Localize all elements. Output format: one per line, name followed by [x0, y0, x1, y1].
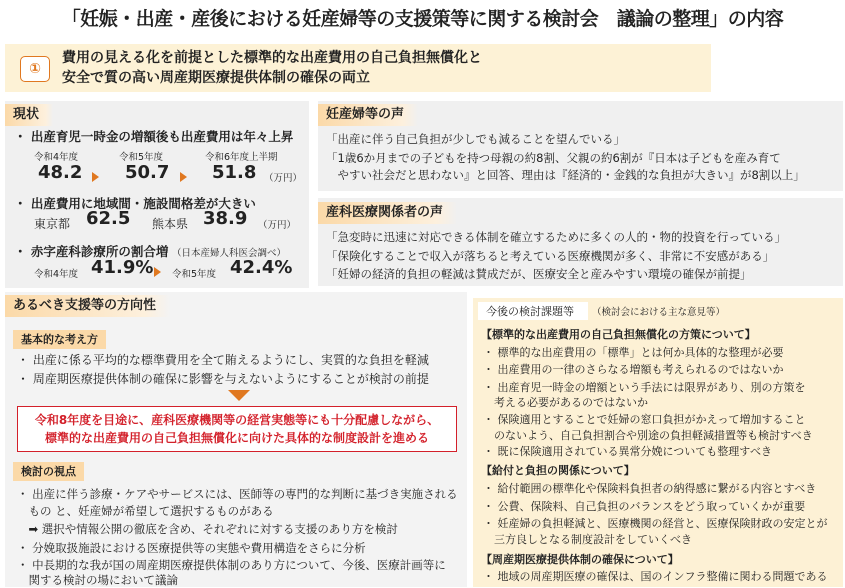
kumamoto-value: 38.9: [203, 208, 248, 229]
future-section-1-heading: 【標準的な出産費用の自己負担無償化の方策について】: [481, 328, 756, 341]
trend-arrow-icon: [92, 172, 99, 182]
future-section-3-line: ・ 地域の周産期医療の確保は、国のインフラ整備に関わる問題である: [483, 570, 828, 583]
tokyo-value: 62.5: [86, 208, 131, 229]
mothers-voice-tab: 妊産婦等の声: [318, 104, 418, 126]
review-perspective-line: ➡ 選択や情報公開の徹底を含め、それぞれに対する支援のあり方を検討: [17, 522, 398, 536]
fy2024h1-cost-value: 51.8: [212, 162, 257, 183]
future-section-1-line: ・ 標準的な出産費用の「標準」とは何か具体的な整理が必要: [483, 346, 784, 359]
theme-line-1: 費用の見える化を前提とした標準的な出産費用の自己負担無償化と: [62, 50, 482, 66]
review-perspective-tab: 検討の視点: [13, 462, 84, 481]
current-item-1-heading: ・ 出産育児一時金の増額後も出産費用は年々上昇: [14, 129, 294, 144]
mothers-voice-line: 「1歳6か月までの子どもを持つ母親の約8割、父親の約6割が『日本は子どもを産み育て: [326, 151, 781, 165]
fy2022-label: 令和4年度: [34, 269, 79, 280]
source-note: （日本産婦人科医会調べ）: [172, 248, 287, 259]
unit-label: （万円）: [264, 173, 303, 184]
mothers-voice-line: 「出産に伴う自己負担が少しでも減ることを望んでいる」: [326, 132, 625, 146]
future-section-2-line: ・ 公費、保険料、自己負担のバランスをどう取っていくかが重要: [483, 500, 806, 513]
providers-voice-line: 「妊婦の経済的負担の軽減は賛成だが、医療安全と産みやすい環境の確保が前提」: [326, 267, 752, 281]
future-section-1-line: ・ 保険適用とすることで妊婦の窓口負担がかえって増加すること: [483, 413, 806, 426]
key-policy-line-2: 標準的な出産費用の自己負担無償化に向けた具体的な制度設計を進める: [44, 431, 429, 445]
deficit-ratio-2023: 42.4%: [230, 257, 293, 278]
trend-arrow-icon: [154, 267, 161, 277]
fy2022-label: 令和4年度: [34, 152, 79, 163]
down-arrow-icon: [228, 390, 250, 401]
future-section-2-line: ・ 妊産婦の負担軽減と、医療機関の経営と、医療保険財政の安定とが: [483, 517, 828, 530]
fy2023-label: 令和5年度: [119, 152, 164, 163]
tokyo-label: 東京都: [34, 217, 71, 231]
page-title: 「妊娠・出産・産後における妊産婦等の支援策等に関する検討会 議論の整理」の内容: [61, 8, 784, 30]
review-perspective-line: ・ 中長期的な我が国の周産期医療提供体制のあり方について、今後、医療計画等に: [17, 558, 446, 572]
future-section-1-line: ・ 出産費用の一律のさらなる増額も考えられるのではないか: [483, 363, 784, 376]
kumamoto-label: 熊本県: [152, 217, 189, 231]
future-section-1-line: ・ 出産育児一時金の増額という手法には限界があり、別の方策を: [483, 381, 806, 394]
future-section-1-line: ・ 既に保険適用されている異常分娩についても整理すべき: [483, 445, 773, 458]
mothers-voice-line: やすい社会だと思わない』と回答、理由は『経済的・金銭的な負担が大きい』が8割以上」: [326, 168, 805, 182]
current-item-2-heading: ・ 出産費用に地域間・施設間格差が大きい: [14, 196, 256, 211]
review-perspective-line: もの と、妊産婦が希望して選択するものがある: [17, 504, 274, 518]
basic-approach-line: ・ 出産に係る平均的な標準費用を全て賄えるようにし、実質的な負担を軽減: [17, 353, 429, 367]
trend-arrow-icon: [180, 172, 187, 182]
deficit-ratio-2022: 41.9%: [91, 257, 154, 278]
future-section-1-line: 考える必要があるのではないか: [483, 396, 648, 409]
key-policy-line-1: 令和8年度を目途に、産科医療機関等の経営実態等にも十分配慮しながら、: [34, 413, 440, 427]
fy2023-cost-value: 50.7: [125, 162, 170, 183]
future-section-2-line: 三方良しとなる制度設計をしていくべき: [483, 533, 692, 546]
review-perspective-line: 関する検討の場において議論: [17, 573, 178, 587]
providers-voice-tab: 産科医療関係者の声: [318, 202, 457, 224]
current-status-tab: 現状: [5, 104, 53, 126]
unit-label: （万円）: [258, 220, 297, 231]
providers-voice-line: 「保険化することで収入が落ちると考えている医療機関が多く、非常に不安感がある」: [326, 249, 775, 263]
review-perspective-line: ・ 分娩取扱施設における医療提供等の実態や費用構造をさらに分析: [17, 541, 366, 555]
current-item-3-heading: ・ 赤字産科診療所の割合増: [14, 244, 169, 259]
basic-approach-tab: 基本的な考え方: [13, 330, 106, 349]
review-perspective-line: ・ 出産に伴う診療・ケアやサービスには、医師等の専門的な判断に基づき実施される: [17, 487, 458, 501]
fy2023-label: 令和5年度: [172, 269, 217, 280]
future-issues-tab: 今後の検討課題等: [486, 305, 574, 318]
future-issues-note: （検討会における主な意見等）: [592, 307, 726, 318]
key-policy-box: [17, 406, 457, 452]
future-section-2-line: ・ 給付範囲の標準化や保険料負担者の納得感に繋がる内容とすべき: [483, 482, 817, 495]
theme-text: [62, 48, 482, 88]
theme-number-badge: ①: [20, 56, 50, 82]
theme-line-2: 安全で質の高い周産期医療提供体制の確保の両立: [62, 70, 370, 86]
future-section-2-heading: 【給付と負担の関係について】: [481, 464, 635, 477]
direction-tab: あるべき支援等の方向性: [5, 295, 170, 317]
basic-approach-line: ・ 周産期医療提供体制の確保に影響を与えないようにすることが検討の前提: [17, 372, 429, 386]
fy2024h1-label: 令和6年度上半期: [205, 152, 278, 163]
fy2022-cost-value: 48.2: [38, 162, 83, 183]
future-section-3-heading: 【周産期医療提供体制の確保について】: [481, 553, 679, 566]
future-section-1-line: のないよう、自己負担割合や別途の負担軽減措置等も検討すべき: [483, 429, 813, 442]
providers-voice-line: 「急変時に迅速に対応できる体制を確立するために多くの人的・物的投資を行っている」: [326, 230, 786, 244]
